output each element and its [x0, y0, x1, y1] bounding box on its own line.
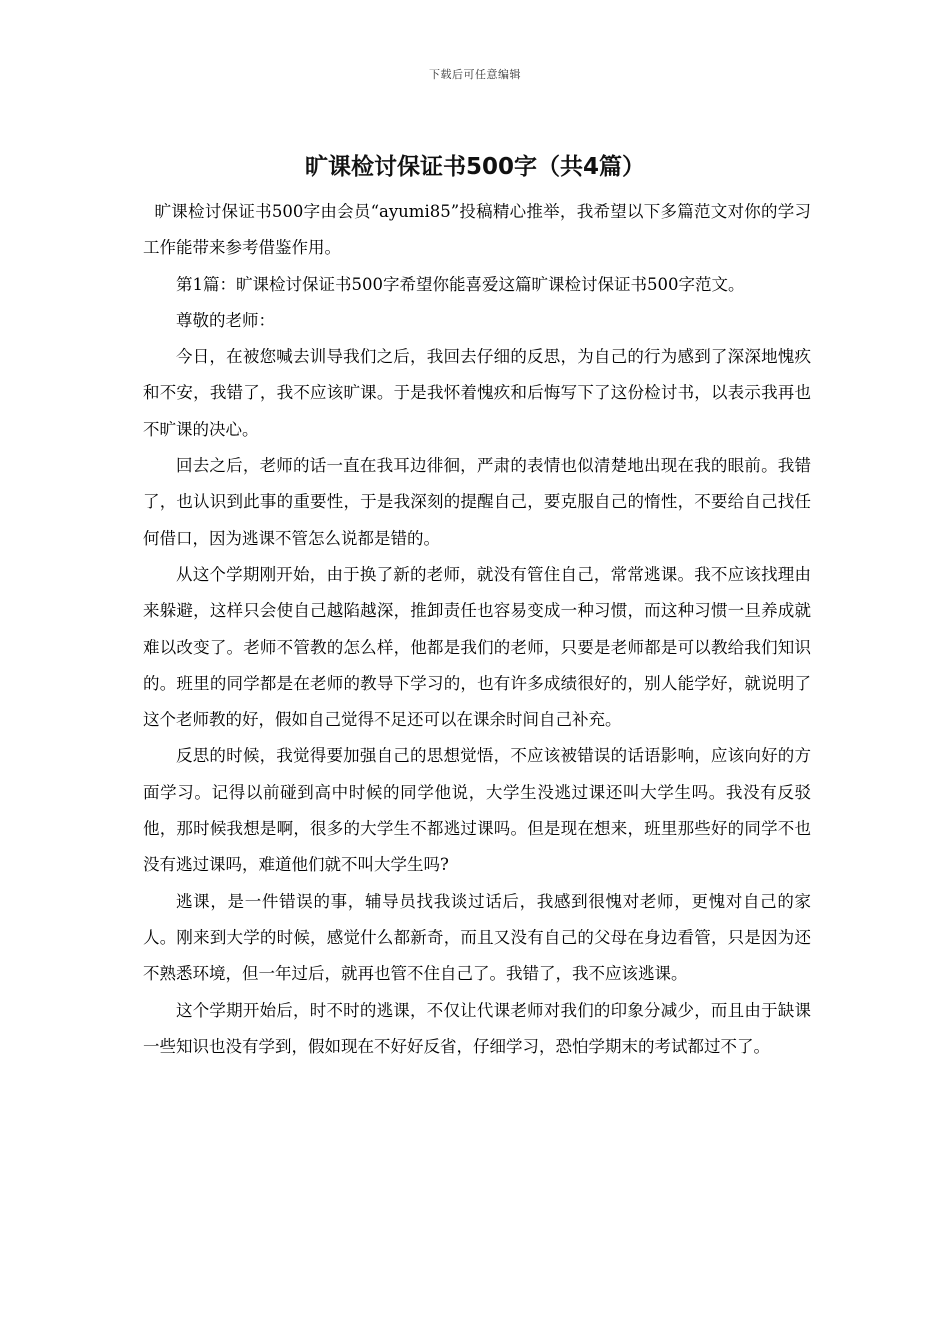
body-paragraph: 回去之后，老师的话一直在我耳边徘徊，严肃的表情也似清楚地出现在我的眼前。我错了，也认识到此事的重要性，于是我深刻的提醒自己，要克服自己的惰性，不要给自己找任何借口，因为逃课不管怎么说都是错的。 — [143, 456, 811, 548]
section-heading-paragraph: 第1篇：旷课检讨保证书500字希望你能喜爱这篇旷课检讨保证书500字范文。 — [176, 274, 745, 294]
document-title: 旷课检讨保证书500字（共4篇） — [304, 154, 645, 180]
body-paragraph: 从这个学期刚开始，由于换了新的老师，就没有管住自己，常常逃课。我不应该找理由来躲避，这样只会使自己越陷越深，推卸责任也容易变成一种习惯，而这种习惯一旦养成就难以改变了。老师不管教的怎么样，他都是我们的老师，只要是老师都是可以教给我们知识的。班里的同学都是在老师的教导下学习的，也有许多成绩很好的，别人能学好，就说明了这个老师教的好，假如自己觉得不足还可以在课余时间自己补充。 — [143, 564, 811, 730]
document-body — [143, 194, 811, 1065]
salutation: 尊敬的老师： — [176, 310, 275, 330]
body-paragraph: 今日，在被您喊去训导我们之后，我回去仔细的反思，为自己的行为感到了深深地愧疚和不安，我错了，我不应该旷课。于是我怀着愧疚和后悔写下了这份检讨书，以表示我再也不旷课的决心。 — [143, 347, 811, 439]
body-paragraph: 反思的时候，我觉得要加强自己的思想觉悟，不应该被错误的话语影响，应该向好的方面学习。记得以前碰到高中时候的同学他说，大学生没逃过课还叫大学生吗。我没有反驳他，那时候我想是啊，很多的大学生不都逃过课吗。但是现在想来，班里那些好的同学不也没有逃过课吗，难道他们就不叫大学生吗? — [143, 746, 811, 875]
page-header-note: 下载后可任意编辑 — [429, 68, 521, 81]
intro-paragraph: 旷课检讨保证书500字由会员“ayumi85”投稿精心推举，我希望以下多篇范文对你的学习工作能带来参考借鉴作用。 — [143, 202, 811, 258]
body-paragraph: 逃课，是一件错误的事，辅导员找我谈过话后，我感到很愧对老师，更愧对自己的家人。刚来到大学的时候，感觉什么都新奇，而且又没有自己的父母在身边看管，只是因为还不熟悉环境，但一年过后，就再也管不住自己了。我错了，我不应该逃课。 — [143, 891, 811, 984]
body-paragraph: 这个学期开始后，时不时的逃课，不仅让代课老师对我们的印象分减少，而且由于缺课一些知识也没有学到，假如现在不好好反省，仔细学习，恐怕学期末的考试都过不了。 — [143, 1000, 811, 1056]
